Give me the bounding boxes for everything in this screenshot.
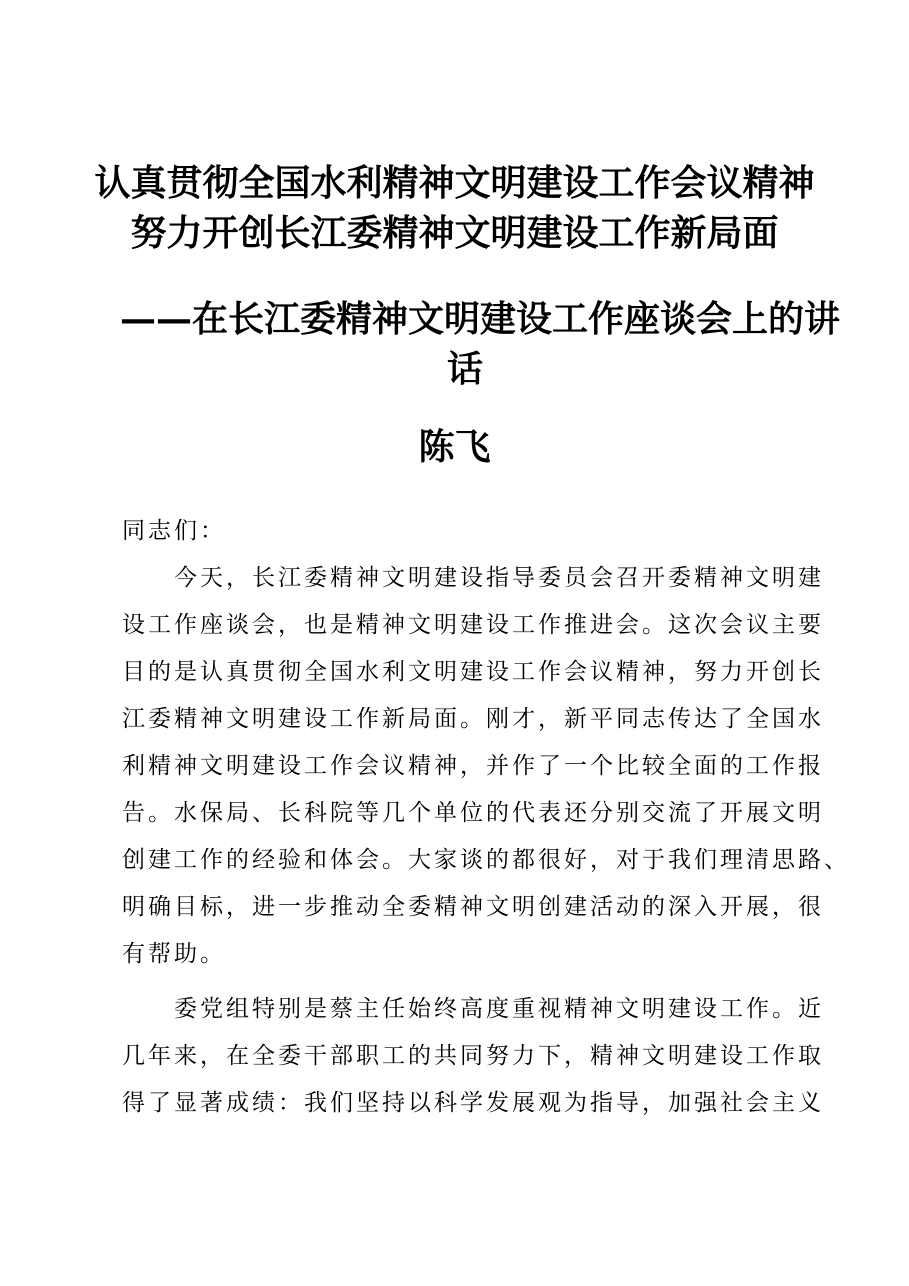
paragraph-line: 创建工作的经验和体会。大家谈的都很好，对于我们理清思路、	[122, 847, 850, 873]
paragraph-line: 设工作座谈会，也是精神文明建设工作推进会。这次会议主要	[122, 612, 824, 638]
document-title	[0, 158, 909, 258]
paragraph-line: 有帮助。	[122, 941, 226, 967]
paragraph-line: 得了显著成绩：我们坚持以科学发展观为指导，加强社会主义	[122, 1090, 824, 1116]
paragraph-line: 江委精神文明建设工作新局面。刚才，新平同志传达了全国水	[122, 706, 824, 732]
subtitle-line-2: 话	[446, 348, 483, 390]
paragraph-line: 告。水保局、长科院等几个单位的代表还分别交流了开展文明	[122, 800, 824, 826]
document-subtitle	[120, 294, 841, 394]
paragraph-line: 几年来，在全委干部职工的共同努力下，精神文明建设工作取	[122, 1043, 824, 1069]
title-line-2: 努力开创长江委精神文明建设工作新局面	[130, 212, 779, 254]
paragraph-line: 委党组特别是蔡主任始终高度重视精神文明建设工作。近	[174, 996, 824, 1022]
paragraph-line: 明确目标，进一步推动全委精神文明创建活动的深入开展，很	[122, 894, 824, 920]
speech-body	[122, 508, 850, 1127]
title-line-1: 认真贯彻全国水利精神文明建设工作会议精神	[94, 162, 815, 204]
author-name: 陈飞	[418, 426, 491, 468]
paragraph-1	[122, 555, 850, 978]
paragraph-gap	[122, 978, 822, 986]
paragraph-line: 利精神文明建设工作会议精神，并作了一个比较全面的工作报	[122, 753, 824, 779]
paragraph-line: 今天，长江委精神文明建设指导委员会召开委精神文明建	[174, 565, 824, 591]
paragraph-2	[122, 986, 822, 1127]
salutation: 同志们：	[122, 518, 226, 544]
paragraph-line: 目的是认真贯彻全国水利文明建设工作会议精神，努力开创长	[122, 659, 824, 685]
subtitle-line-1: ——在长江委精神文明建设工作座谈会上的讲	[120, 298, 841, 340]
